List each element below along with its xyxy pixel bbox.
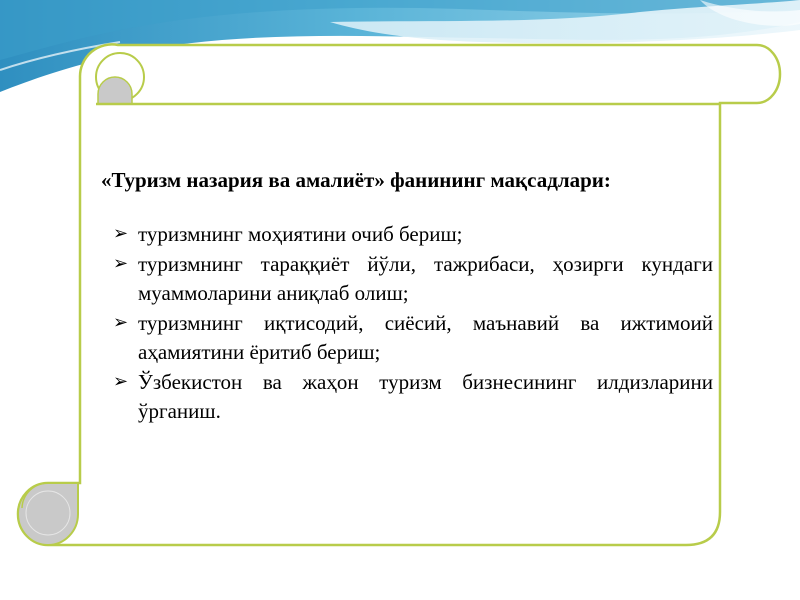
slide-content (101, 166, 713, 427)
list-item (111, 220, 713, 250)
arrowhead-bullet-icon: ➢ (113, 370, 129, 391)
slide-title: «Туризм назария ва амалиёт» фанининг мақсадлари: (101, 168, 611, 192)
goals-list (101, 220, 713, 427)
arrowhead-bullet-icon: ➢ (113, 252, 129, 273)
list-item-text: туризмнинг иқтисодий, сиёсий, маънавий ва ижтимоий аҳамиятини ёритиб бериш; (138, 310, 713, 364)
arrowhead-bullet-icon: ➢ (113, 311, 129, 332)
list-item-text: Ўзбекистон ва жаҳон туризм бизнесининг илдизларини ўрганиш. (138, 369, 713, 423)
list-item (111, 309, 713, 368)
list-item (111, 250, 713, 309)
list-item (111, 368, 713, 427)
list-item-text: туризмнинг моҳиятини очиб бериш; (138, 222, 463, 246)
list-item-text: туризмнинг тараққиёт йўли, тажрибаси, ҳозирги кундаги муаммоларини аниқлаб олиш; (138, 251, 713, 305)
arrowhead-bullet-icon: ➢ (113, 223, 129, 243)
